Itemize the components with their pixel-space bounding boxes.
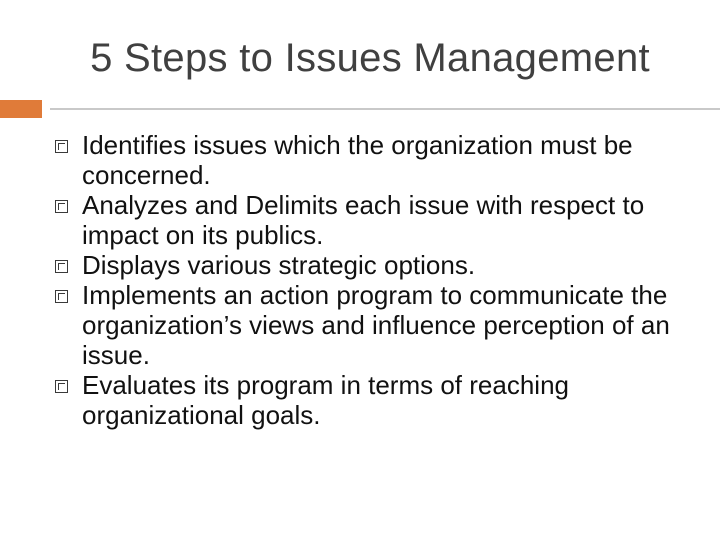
bullet-item xyxy=(0,370,720,430)
title-divider xyxy=(50,108,720,110)
bullet-text: Displays various strategic options. xyxy=(82,250,476,280)
slide-title: 5 Steps to Issues Management xyxy=(90,36,650,80)
bullet-item xyxy=(0,250,720,280)
bullet-item xyxy=(0,280,720,370)
bullet-text: Evaluates its program in terms of reaching organizational goals. xyxy=(82,370,569,430)
square-bullet-icon xyxy=(55,140,68,153)
bullet-text: Identifies issues which the organization must be concerned. xyxy=(82,130,633,190)
square-bullet-icon xyxy=(55,200,68,213)
bullet-list xyxy=(0,130,720,430)
square-bullet-icon xyxy=(55,260,68,273)
title-accent-bar xyxy=(0,100,42,118)
bullet-item xyxy=(0,130,720,190)
square-bullet-icon xyxy=(55,290,68,303)
bullet-text: Analyzes and Delimits each issue with respect to impact on its publics. xyxy=(82,190,645,250)
square-bullet-icon xyxy=(55,380,68,393)
bullet-text: Implements an action program to communicate the organization’s views and influence perception of an issue. xyxy=(82,280,670,370)
bullet-item xyxy=(0,190,720,250)
